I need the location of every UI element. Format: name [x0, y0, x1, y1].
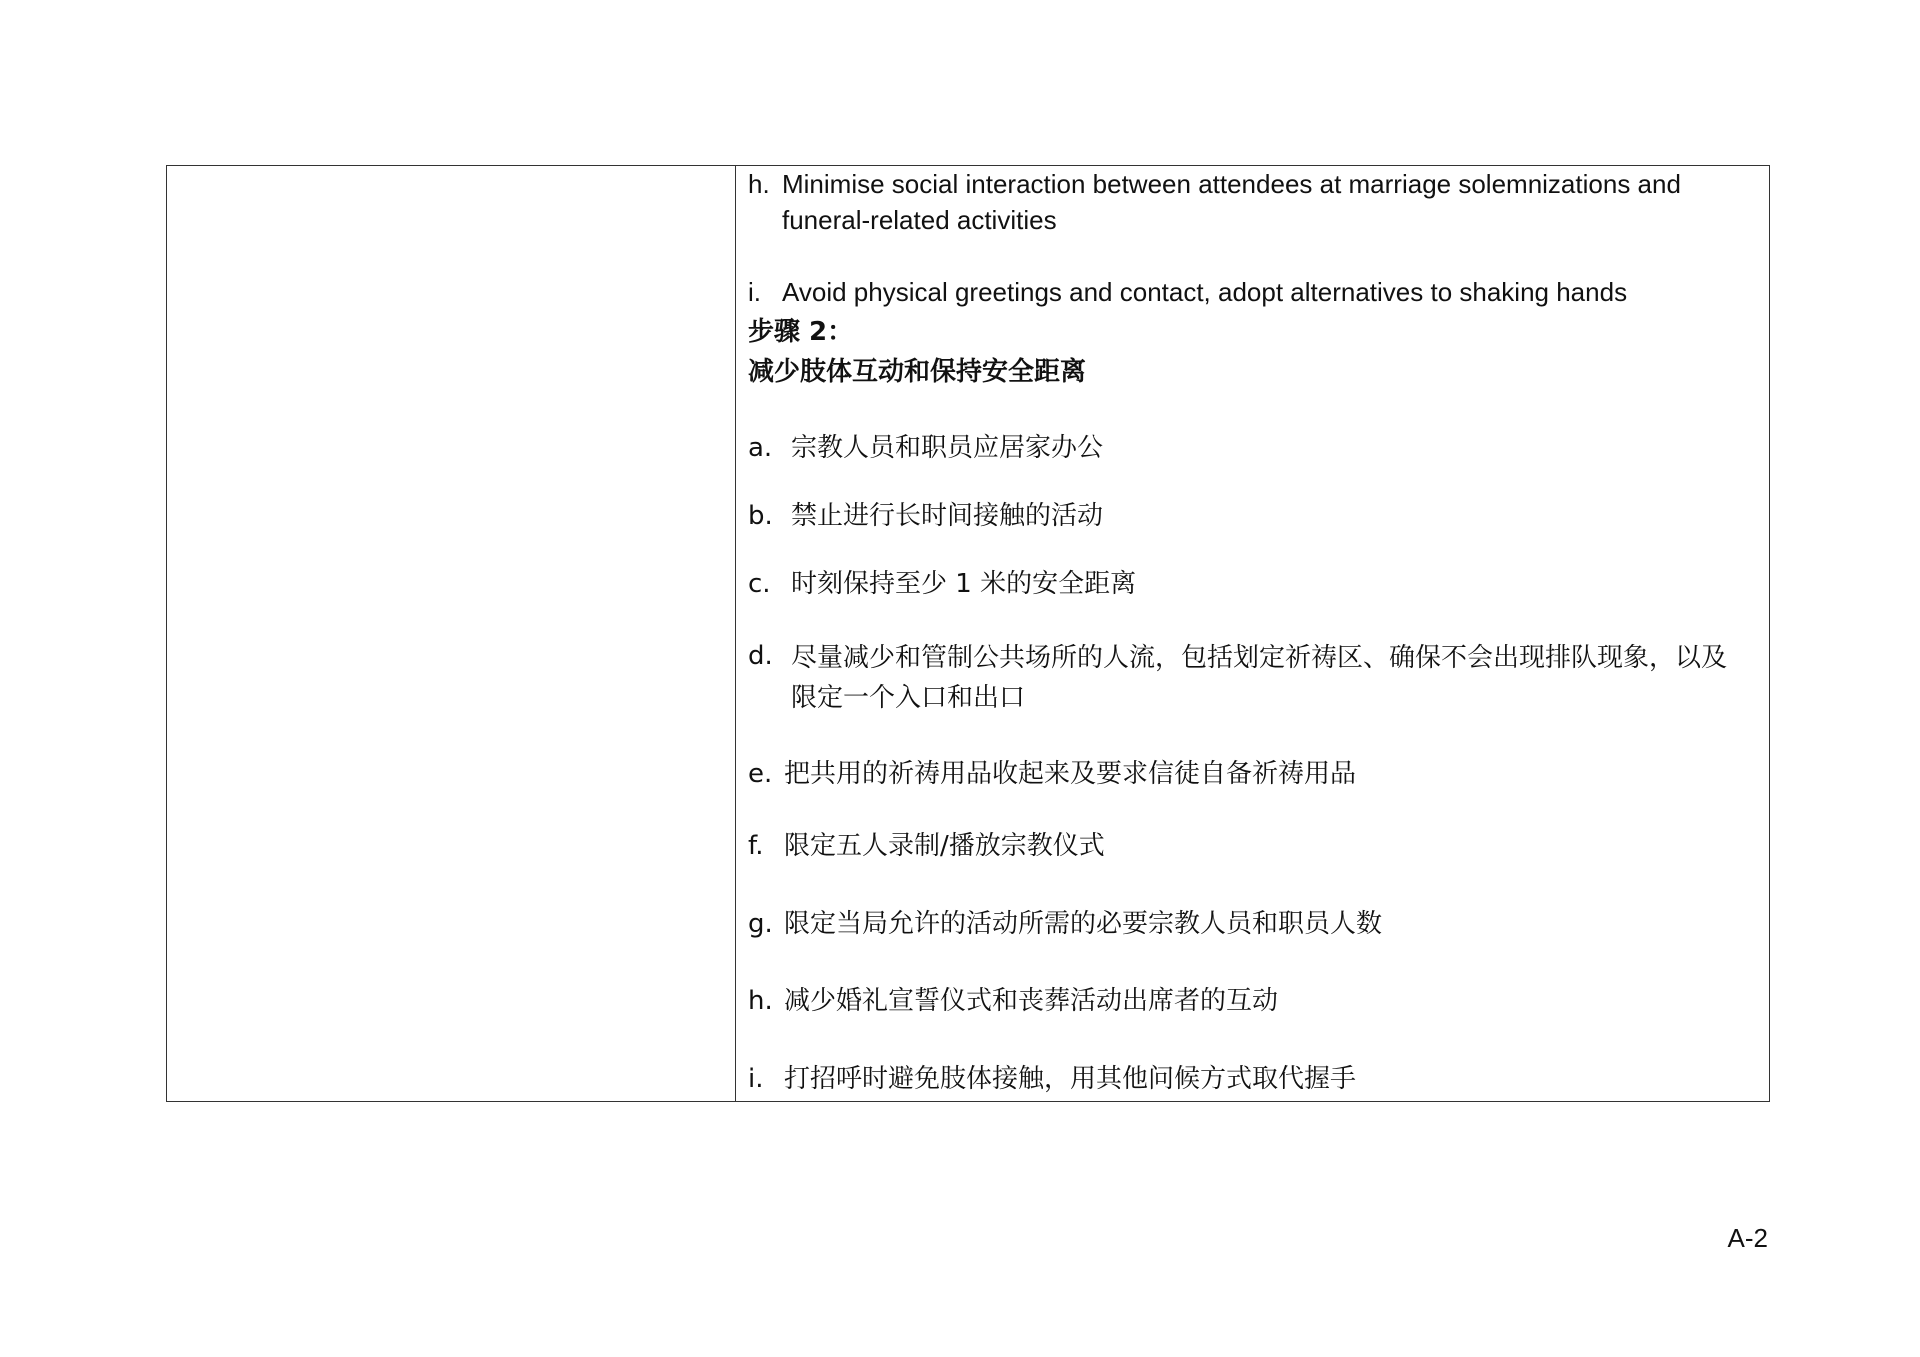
list-marker: h.: [748, 169, 770, 199]
list-item-text: 打招呼时避免肢体接触，用其他问候方式取代握手: [784, 1064, 1357, 1094]
step-label: 步骤 2：: [748, 317, 854, 347]
list-item-zh-i: [736, 1061, 1757, 1097]
list-marker: i.: [748, 1064, 764, 1094]
list-item-en-i: [736, 274, 1757, 310]
page-number: A-2: [1727, 1223, 1768, 1253]
table-left-cell: [167, 166, 736, 1101]
list-item-zh-d: [736, 638, 1757, 718]
list-item-text: 禁止进行长时间接触的活动: [791, 501, 1104, 531]
list-marker: i.: [748, 277, 761, 307]
list-item-text: 把共用的祈祷用品收起来及要求信徒自备祈祷用品: [784, 759, 1357, 789]
list-item-zh-f: [736, 828, 1757, 864]
list-marker: h.: [748, 986, 773, 1016]
list-item-text: Minimise social interaction between attendees at marriage solemnizations and funeral-related activities: [782, 169, 1681, 235]
list-item-zh-c: [736, 566, 1757, 602]
guidelines-table: [166, 165, 1770, 1102]
list-item-text: 减少婚礼宣誓仪式和丧葬活动出席者的互动: [784, 986, 1279, 1016]
list-marker: e.: [748, 759, 773, 789]
list-item-text: 宗教人员和职员应居家办公: [791, 433, 1104, 463]
list-item-en-h: [736, 166, 1757, 238]
list-item-zh-a: [736, 430, 1757, 466]
list-marker: f.: [748, 831, 764, 861]
list-item-text: Avoid physical greetings and contact, adopt alternatives to shaking hands: [782, 277, 1628, 307]
list-marker: c.: [748, 569, 771, 599]
step-title: 减少肢体互动和保持安全距离: [748, 357, 1087, 387]
list-item-text: 限定五人录制/播放宗教仪式: [784, 831, 1105, 861]
table-right-cell: [736, 166, 1769, 1101]
list-item-text: 时刻保持至少 1 米的安全距离: [791, 569, 1137, 599]
list-item-zh-h: [736, 983, 1757, 1019]
list-item-text: 限定当局允许的活动所需的必要宗教人员和职员人数: [784, 909, 1383, 939]
list-item-zh-b: [736, 498, 1757, 534]
list-marker: d.: [748, 641, 773, 671]
list-item-text: 尽量减少和管制公共场所的人流，包括划定祈祷区、确保不会出现排队现象，以及限定一个入口和出口: [791, 643, 1728, 713]
list-marker: a.: [748, 433, 773, 463]
list-marker: g.: [748, 909, 773, 939]
list-item-zh-g: [736, 906, 1757, 942]
list-marker: b.: [748, 501, 773, 531]
list-item-zh-e: [736, 756, 1757, 792]
